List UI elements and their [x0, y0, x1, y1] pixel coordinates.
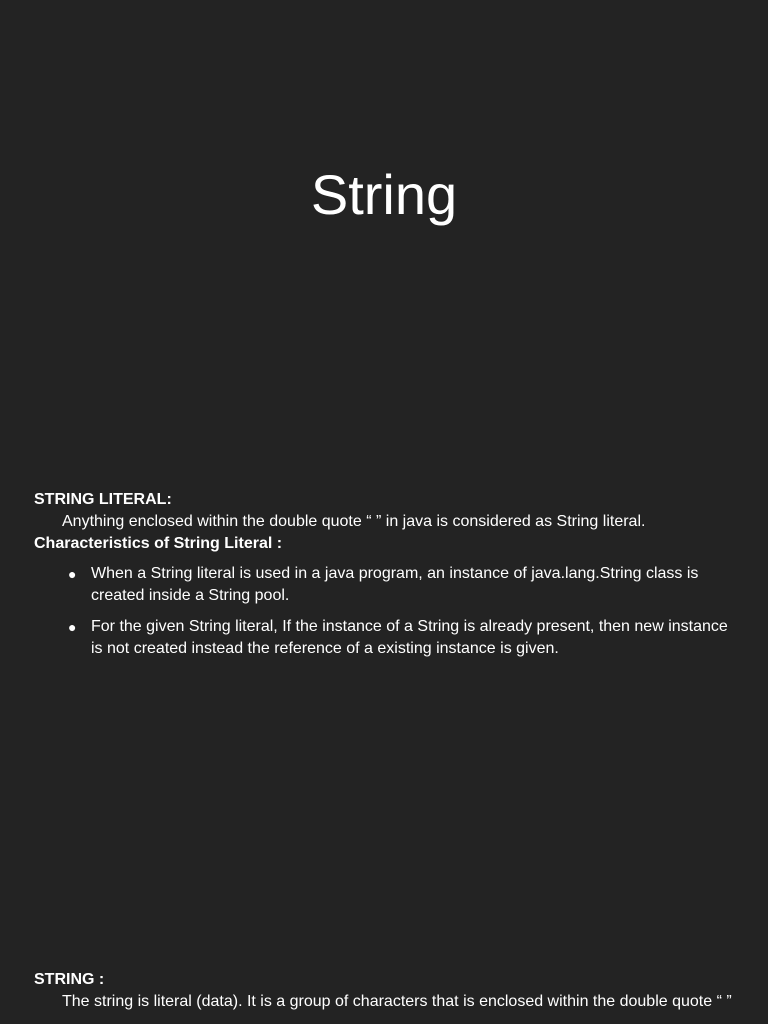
bullet-icon: ●: [68, 566, 77, 582]
characteristics-heading: Characteristics of String Literal :: [34, 535, 283, 552]
string-literal-heading: STRING LITERAL:: [34, 491, 172, 508]
list-item-text: For the given String literal, If the instance of a String is already present, then new instance is not created instead the reference of a existing instance is given.: [91, 618, 728, 657]
string-literal-section: [34, 489, 734, 669]
string-definition: The string is literal (data). It is a group of characters that is enclosed within the double quote “ ”: [62, 993, 732, 1010]
list-item: [34, 563, 734, 607]
string-heading: STRING :: [34, 971, 105, 988]
bullet-icon: ●: [68, 619, 77, 635]
characteristics-list: [34, 563, 734, 660]
string-literal-definition: Anything enclosed within the double quote “ ” in java is considered as String literal.: [62, 513, 646, 530]
list-item-text: When a String literal is used in a java program, an instance of java.lang.String class is created inside a String pool.: [91, 565, 699, 604]
slide-title: String: [310, 163, 458, 226]
list-item: [34, 616, 734, 660]
string-section: [34, 969, 734, 1013]
